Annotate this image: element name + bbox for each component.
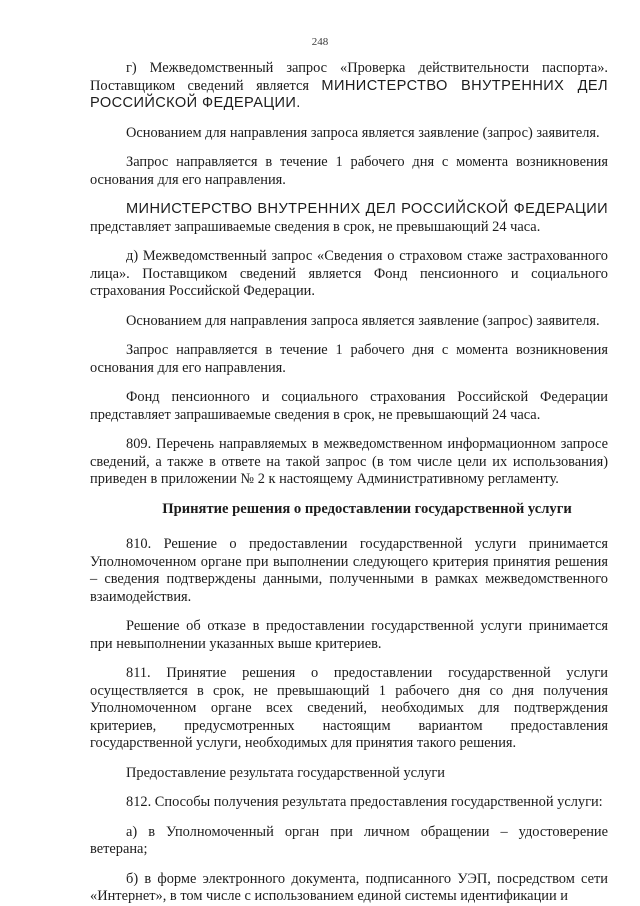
paragraph-refusal: Решение об отказе в предоставлении государственной услуги принимается при невыполнении указанных выше критериев. (90, 618, 608, 652)
paragraph-fund-provides: Фонд пенсионного и социального страхования Российской Федерации представляет запрашиваемые сведения в срок, не превышающий 24 часа. (90, 389, 608, 423)
paragraph-811: 811. Принятие решения о предоставлении государственной услуги осуществляется в срок, не превышающий 1 рабочего дня со дня получения Уполномоченном органе всех сведений, необходимых для подтверждения критериев, предусмотренных настоящим вариантом предоставления государственной услуги, необходимых для принятия такого решения. (90, 665, 608, 751)
paragraph-timing-1: Запрос направляется в течение 1 рабочего дня с момента возникновения основания для его направления. (90, 154, 608, 188)
mvd-provides-text: представляет запрашиваемые сведения в срок, не превышающий 24 часа. (90, 218, 541, 235)
paragraph-basis-1: Основанием для направления запроса является заявление (запрос) заявителя. (126, 124, 600, 141)
list-item-b: б) в форме электронного документа, подписанного УЭП, посредством сети «Интернет», в том числе с использованием единой системы идентификации и (90, 870, 608, 904)
result-subheading: Предоставление результата государственной услуги (126, 764, 446, 781)
paragraph-basis-2: Основанием для направления запроса является заявление (запрос) заявителя. (126, 312, 600, 329)
g-request-text: г) Межведомственный запрос «Проверка действительности паспорта». Поставщиком сведений является (90, 60, 608, 94)
list-item-a: а) в Уполномоченный орган при личном обращении – удостоверение ветерана; (90, 823, 608, 857)
paragraph-809: 809. Перечень направляемых в межведомственном информационном запросе сведений, а также в ответе на такой запрос (в том числе цели их использования) приведен в приложении № 2 к настоящему Административному регламенту. (90, 436, 608, 487)
mvd-name: МИНИСТЕРСТВО ВНУТРЕННИХ ДЕЛ РОССИЙСКОЙ ФЕДЕРАЦИИ (126, 201, 608, 217)
paragraph-810: 810. Решение о предоставлении государственной услуги принимается Уполномоченном органе при выполнении следующего критерия принятия решения – сведения подтверждены данными, полученными в рамках межведомственного взаимодействия. (90, 536, 608, 605)
provider-name-mvd: МИНИСТЕРСТВО ВНУТРЕННИХ ДЕЛ РОССИЙСКОЙ ФЕДЕРАЦИИ. (90, 77, 608, 111)
paragraph-812: 812. Способы получения результата предоставления государственной услуги: (126, 794, 603, 810)
paragraph-mvd-provides (90, 201, 608, 236)
section-heading: Принятие решения о предоставлении государственной услуги (162, 500, 572, 517)
paragraph-d-request: д) Межведомственный запрос «Сведения о страховом стаже застрахованного лица». Поставщиком сведений является Фонд пенсионного и социального страхования Российской Федерации. (90, 248, 608, 299)
paragraph-g-request (90, 60, 608, 113)
page-number: 248 (311, 36, 329, 48)
document-body (90, 60, 608, 906)
paragraph-timing-2: Запрос направляется в течение 1 рабочего дня с момента возникновения основания для его направления. (90, 342, 608, 376)
